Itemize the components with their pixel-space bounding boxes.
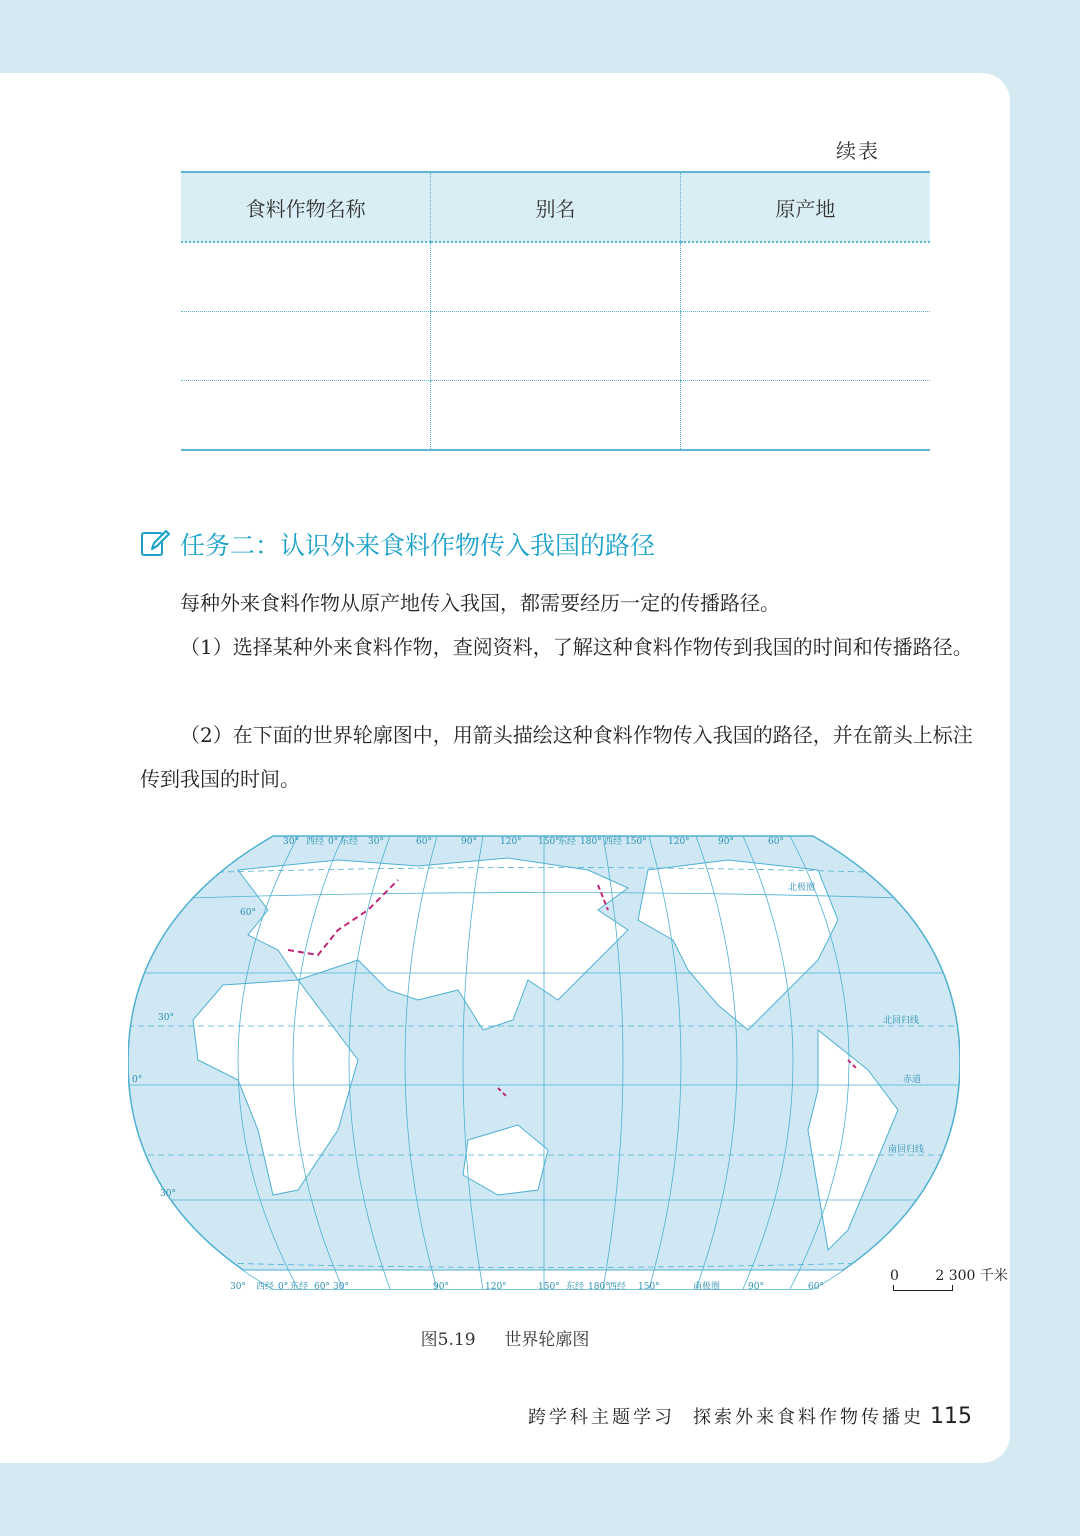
top-label: 60°	[768, 837, 784, 847]
bottom-label: 150°	[638, 1282, 660, 1292]
map-scale	[890, 1265, 1008, 1285]
pencil-note-icon	[140, 529, 170, 559]
top-label: 30°	[283, 837, 299, 847]
table-cell[interactable]	[680, 381, 930, 451]
top-label: 90°	[461, 837, 477, 847]
page-footer	[528, 1403, 972, 1429]
top-label: 90°	[718, 837, 734, 847]
table-row	[181, 312, 930, 381]
top-label: 0°	[328, 837, 339, 847]
scale-bar	[893, 1285, 953, 1291]
task-step-2: （2）在下面的世界轮廓图中，用箭头描绘这种食料作物传入我国的路径，并在箭头上标注传到我国的时间。	[140, 723, 973, 791]
task-intro: 每种外来食料作物从原产地传入我国，都需要经历一定的传播路径。	[180, 591, 780, 615]
header-crop-name: 食料作物名称	[181, 172, 431, 242]
footer-topic: 探索外来食料作物传播史	[693, 1407, 924, 1428]
scale-start: 0	[890, 1268, 899, 1284]
scale-end: 2 300 千米	[935, 1268, 1008, 1284]
table-cell[interactable]	[181, 381, 431, 451]
top-label: 180°	[580, 837, 602, 847]
bottom-label: 120°	[485, 1282, 507, 1292]
bottom-label: 150°	[538, 1282, 560, 1292]
bottom-label: 0°	[278, 1282, 289, 1292]
top-label: 东经	[340, 837, 359, 847]
top-label: 西经	[604, 837, 623, 847]
top-label: 150°	[625, 837, 647, 847]
equator-label: 赤道	[903, 1075, 922, 1085]
header-alias: 别名	[431, 172, 681, 242]
top-label: 120°	[668, 837, 690, 847]
lat-label: 30°	[160, 1189, 176, 1199]
table-row	[181, 242, 930, 312]
world-outline-map	[128, 830, 960, 1295]
bottom-label: 30°	[333, 1282, 349, 1292]
crop-info-table	[181, 171, 930, 451]
bottom-label: 90°	[433, 1282, 449, 1292]
lat-label: 0°	[132, 1075, 143, 1085]
task-heading	[140, 526, 655, 562]
top-label: 西经	[306, 837, 325, 847]
top-label: 东经	[558, 837, 577, 847]
top-label: 150°	[538, 837, 560, 847]
top-label: 120°	[500, 837, 522, 847]
bottom-label: 东经	[566, 1282, 585, 1292]
footer-series: 跨学科主题学习	[528, 1407, 675, 1428]
task-step-1: （1）选择某种外来食料作物，查阅资料，了解这种食料作物传到我国的时间和传播路径。	[180, 635, 973, 659]
figure-caption	[0, 1325, 1010, 1350]
tropic-of-cancer-label: 北回归线	[883, 1016, 920, 1026]
task-title: 任务二：认识外来食料作物传入我国的路径	[180, 531, 656, 560]
world-map-svg	[128, 830, 960, 1295]
bottom-label: 南极圈	[693, 1282, 721, 1292]
table-cell[interactable]	[431, 312, 681, 381]
table-cell[interactable]	[181, 242, 431, 312]
table-cell[interactable]	[431, 242, 681, 312]
table-row	[181, 381, 930, 451]
bottom-label: 60°	[808, 1282, 824, 1292]
table-cell[interactable]	[181, 312, 431, 381]
bottom-label: 90°	[748, 1282, 764, 1292]
bottom-label: 180°	[588, 1282, 610, 1292]
top-label: 60°	[416, 837, 432, 847]
top-label: 30°	[368, 837, 384, 847]
continued-table-label: 续表	[836, 139, 880, 163]
arctic-circle-label: 北极圈	[788, 883, 816, 893]
figure-number: 图5.19	[420, 1330, 476, 1350]
bottom-label: 西经	[608, 1282, 627, 1292]
lat-label: 60°	[240, 908, 256, 918]
figure-title: 世界轮廓图	[504, 1330, 590, 1350]
bottom-label: 30°	[230, 1282, 246, 1292]
table-cell[interactable]	[680, 242, 930, 312]
bottom-label: 东经	[290, 1282, 309, 1292]
bottom-label: 60°	[314, 1282, 330, 1292]
table-cell[interactable]	[431, 381, 681, 451]
page-number: 115	[930, 1404, 972, 1429]
header-origin: 原产地	[680, 172, 930, 242]
bottom-label: 西经	[256, 1282, 275, 1292]
table-header-row	[181, 172, 930, 242]
table-cell[interactable]	[680, 312, 930, 381]
page	[0, 73, 1010, 1463]
lat-label: 30°	[158, 1013, 174, 1023]
tropic-of-capricorn-label: 南回归线	[888, 1145, 925, 1155]
